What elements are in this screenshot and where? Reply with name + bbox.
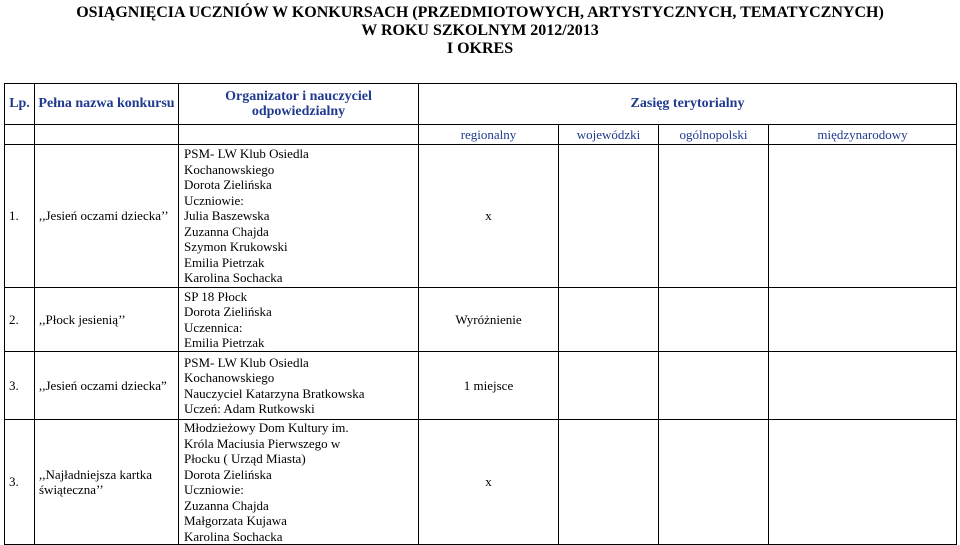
header-name: Pełna nazwa konkursu [35, 84, 179, 125]
competition-name: ,,Płock jesienią’’ [35, 288, 179, 352]
organizer-cell: PSM- LW Klub Osiedla Kochanowskiego Nauczyciel Katarzyna Bratkowska Uczeń: Adam Rutkowski [179, 352, 419, 420]
competition-name: ,,Najładniejsza kartka świąteczna’’ [35, 420, 179, 545]
header-national: ogólnopolski [659, 125, 769, 145]
regional-cell: x [419, 420, 559, 545]
row-number: 3. [5, 420, 35, 545]
title-line-3: I OKRES [446, 40, 514, 57]
row-number: 3. [5, 352, 35, 420]
table-row [5, 288, 957, 352]
table-row [5, 145, 957, 288]
organizer-cell: Młodzieżowy Dom Kultury im. Króla Maciusia Pierwszego w Płocku ( Urząd Miasta) Dorota Zielińska Uczniowie: Zuzanna Chajda Małgorzata Kujawa Karolina Sochacka [179, 420, 419, 545]
competitions-table [4, 83, 957, 545]
title-line-1: OSIĄGNIĘCIA UCZNIÓW W KONKURSACH (PRZEDMIOTOWYCH, ARTYSTYCZNYCH, TEMATYCZNYCH) [76, 4, 884, 21]
row-number: 2. [5, 288, 35, 352]
organizer-cell: PSM- LW Klub Osiedla Kochanowskiego Dorota Zielińska Uczniowie: Julia Baszewska Zuzanna Chajda Szymon Krukowski Emilia Pietrzak Karolina Sochacka [179, 145, 419, 288]
competition-name: ,,Jesień oczami dziecka” [35, 352, 179, 420]
title-line-2: W ROKU SZKOLNYM 2012/2013 [361, 22, 599, 39]
header-international: międzynarodowy [769, 125, 957, 145]
header-organizer: Organizator i nauczyciel odpowiedzialny [179, 84, 419, 125]
header-lp: Lp. [5, 84, 35, 125]
competition-name: ,,Jesień oczami dziecka’’ [35, 145, 179, 288]
organizer-cell: SP 18 Płock Dorota Zielińska Uczennica: Emilia Pietrzak [179, 288, 419, 352]
table-row [5, 352, 957, 420]
row-number: 1. [5, 145, 35, 288]
regional-cell: x [419, 145, 559, 288]
header-regional: regionalny [419, 125, 559, 145]
header-voivodeship: wojewódzki [559, 125, 659, 145]
header-range: Zasięg terytorialny [419, 84, 957, 125]
table-row [5, 420, 957, 545]
regional-cell: 1 miejsce [419, 352, 559, 420]
regional-cell: Wyróżnienie [419, 288, 559, 352]
